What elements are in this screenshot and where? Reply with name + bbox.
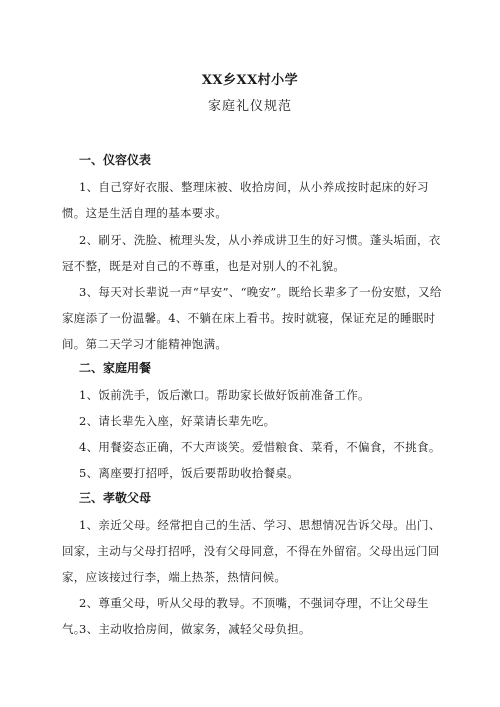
paragraph: 3、每天对长辈说一声“早安”、“晚安”。既给长辈多了一份安慰，又给家庭添了一份温馨。4、不躺在床上看书。按时就寝，保证充足的睡眠时间。第二天学习才能精神饱满。	[62, 285, 442, 351]
paragraph: 1、饭前洗手，饭后漱口。帮助家长做好饭前准备工作。	[79, 388, 370, 402]
paragraph: 2、刷牙、洗脸、梳理头发，从小养成讲卫生的好习惯。蓬头垢面，衣冠不整，既是对自己的不尊重，也是对别人的不礼貌。	[62, 233, 441, 273]
paragraph: 2、尊重父母，听从父母的教导。不顶嘴，不强词夺理，不让父母生气。	[62, 596, 429, 636]
paragraph: 1、自己穿好衣服、整理床被、收拾房间，从小养成按时起床的好习惯。这是生活自理的基本要求。	[62, 180, 429, 220]
paragraph: 4、用餐姿态正确，不大声谈笑。爱惜粮食、菜肴，不偏食，不挑食。	[79, 440, 441, 454]
paragraph: 3、主动收拾房间，做家务，减轻父母负担。	[79, 622, 311, 636]
school-title: XX乡XX村小学	[201, 73, 299, 88]
document-subtitle: 家庭礼仪规范	[207, 99, 292, 114]
section-heading: 一、仪容仪表	[79, 153, 152, 167]
paragraph: 2、请长辈先入座，好菜请长辈先吃。	[79, 414, 276, 428]
paragraph: 1、亲近父母。经常把自己的生活、学习、思想情况告诉父母。出门、回家，主动与父母打招呼，没有父母同意，不得在外留宿。父母出远门回家，应该接过行李，端上热茶，热情问候。	[62, 518, 441, 584]
paragraph: 5、离座要打招呼，饭后要帮助收拾餐桌。	[79, 466, 300, 480]
section-heading: 二、家庭用餐	[79, 361, 152, 375]
section-heading: 三、孝敬父母	[79, 491, 152, 505]
